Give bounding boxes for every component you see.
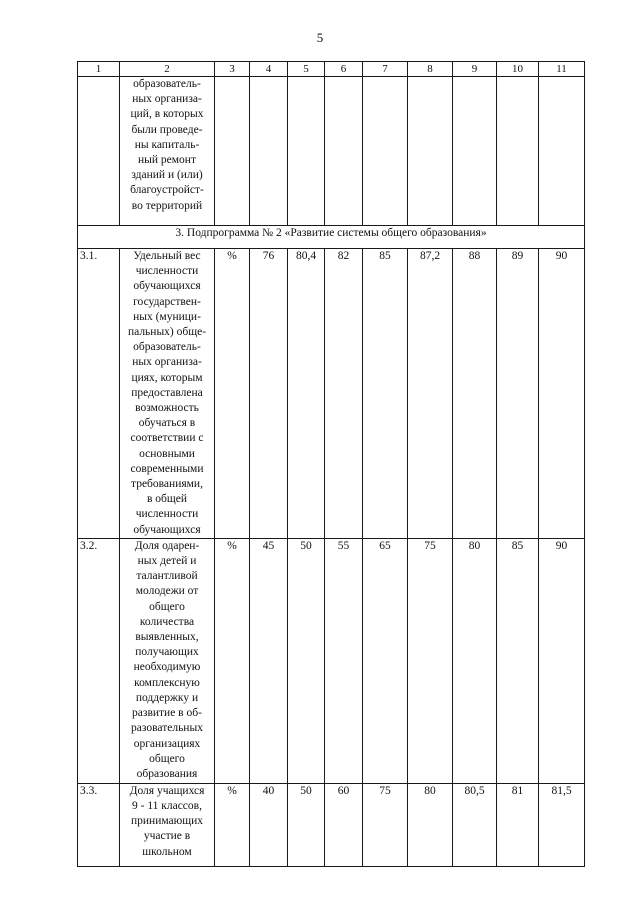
value-cell [497, 77, 539, 226]
row-number [78, 77, 120, 226]
row-number: 3.1. [78, 249, 120, 539]
table-row [78, 249, 585, 539]
page-number: 5 [316, 30, 324, 45]
value-cell [408, 77, 453, 226]
value-cell [363, 77, 408, 226]
indicator-name: Доля учащихся 9 - 11 классов, принимающих участие в школьном [120, 783, 215, 866]
value-cell [539, 77, 585, 226]
column-header: 5 [288, 62, 325, 77]
row-number: 3.3. [78, 783, 120, 866]
value-cell [325, 77, 363, 226]
section-row [78, 226, 585, 249]
value-cell: 50 [288, 538, 325, 783]
value-cell: 65 [363, 538, 408, 783]
table-header-row [78, 62, 585, 77]
indicator-name: Удельный вес численности обучающихся государствен- ных (муници- пальных) обще- образователь- ных организа- циях, которым предоставлена возможность обучаться в соответствии с основными современными требованиями, в общей численности обучающихся [120, 249, 215, 539]
value-cell: 60 [325, 783, 363, 866]
table-row [78, 783, 585, 866]
value-cell: 89 [497, 249, 539, 539]
value-cell [453, 77, 497, 226]
value-cell: 81,5 [539, 783, 585, 866]
unit-cell: % [215, 783, 250, 866]
table-row [78, 538, 585, 783]
value-cell: 90 [539, 538, 585, 783]
column-header: 7 [363, 62, 408, 77]
value-cell: 40 [250, 783, 288, 866]
value-cell: 80,4 [288, 249, 325, 539]
value-cell: 88 [453, 249, 497, 539]
column-header: 11 [539, 62, 585, 77]
value-cell: 80 [408, 783, 453, 866]
column-header: 1 [78, 62, 120, 77]
value-cell: 85 [497, 538, 539, 783]
value-cell: 50 [288, 783, 325, 866]
indicator-name: Доля одарен- ных детей и талантливой молодежи от общего количества выявленных, получающих необходимую комплексную поддержку и развитие в об- разовательных организациях общего образования [120, 538, 215, 783]
value-cell: 80 [453, 538, 497, 783]
value-cell: 81 [497, 783, 539, 866]
value-cell: 90 [539, 249, 585, 539]
column-header: 10 [497, 62, 539, 77]
column-header: 2 [120, 62, 215, 77]
column-header: 6 [325, 62, 363, 77]
unit-cell: % [215, 249, 250, 539]
value-cell [288, 77, 325, 226]
column-header: 9 [453, 62, 497, 77]
value-cell: 82 [325, 249, 363, 539]
value-cell: 75 [363, 783, 408, 866]
value-cell: 55 [325, 538, 363, 783]
value-cell: 75 [408, 538, 453, 783]
unit-cell [215, 77, 250, 226]
value-cell: 76 [250, 249, 288, 539]
section-title: 3. Подпрограмма № 2 «Развитие системы общего образования» [78, 226, 585, 249]
column-header: 3 [215, 62, 250, 77]
value-cell: 45 [250, 538, 288, 783]
indicators-table [77, 61, 585, 867]
table-row [78, 77, 585, 226]
value-cell [250, 77, 288, 226]
indicator-name: образователь- ных организа- ций, в которых были проведе- ны капиталь- ный ремонт зданий и (или) благоустройст- во территорий [120, 77, 215, 226]
value-cell: 87,2 [408, 249, 453, 539]
unit-cell: % [215, 538, 250, 783]
value-cell: 85 [363, 249, 408, 539]
row-number: 3.2. [78, 538, 120, 783]
column-header: 8 [408, 62, 453, 77]
column-header: 4 [250, 62, 288, 77]
value-cell: 80,5 [453, 783, 497, 866]
